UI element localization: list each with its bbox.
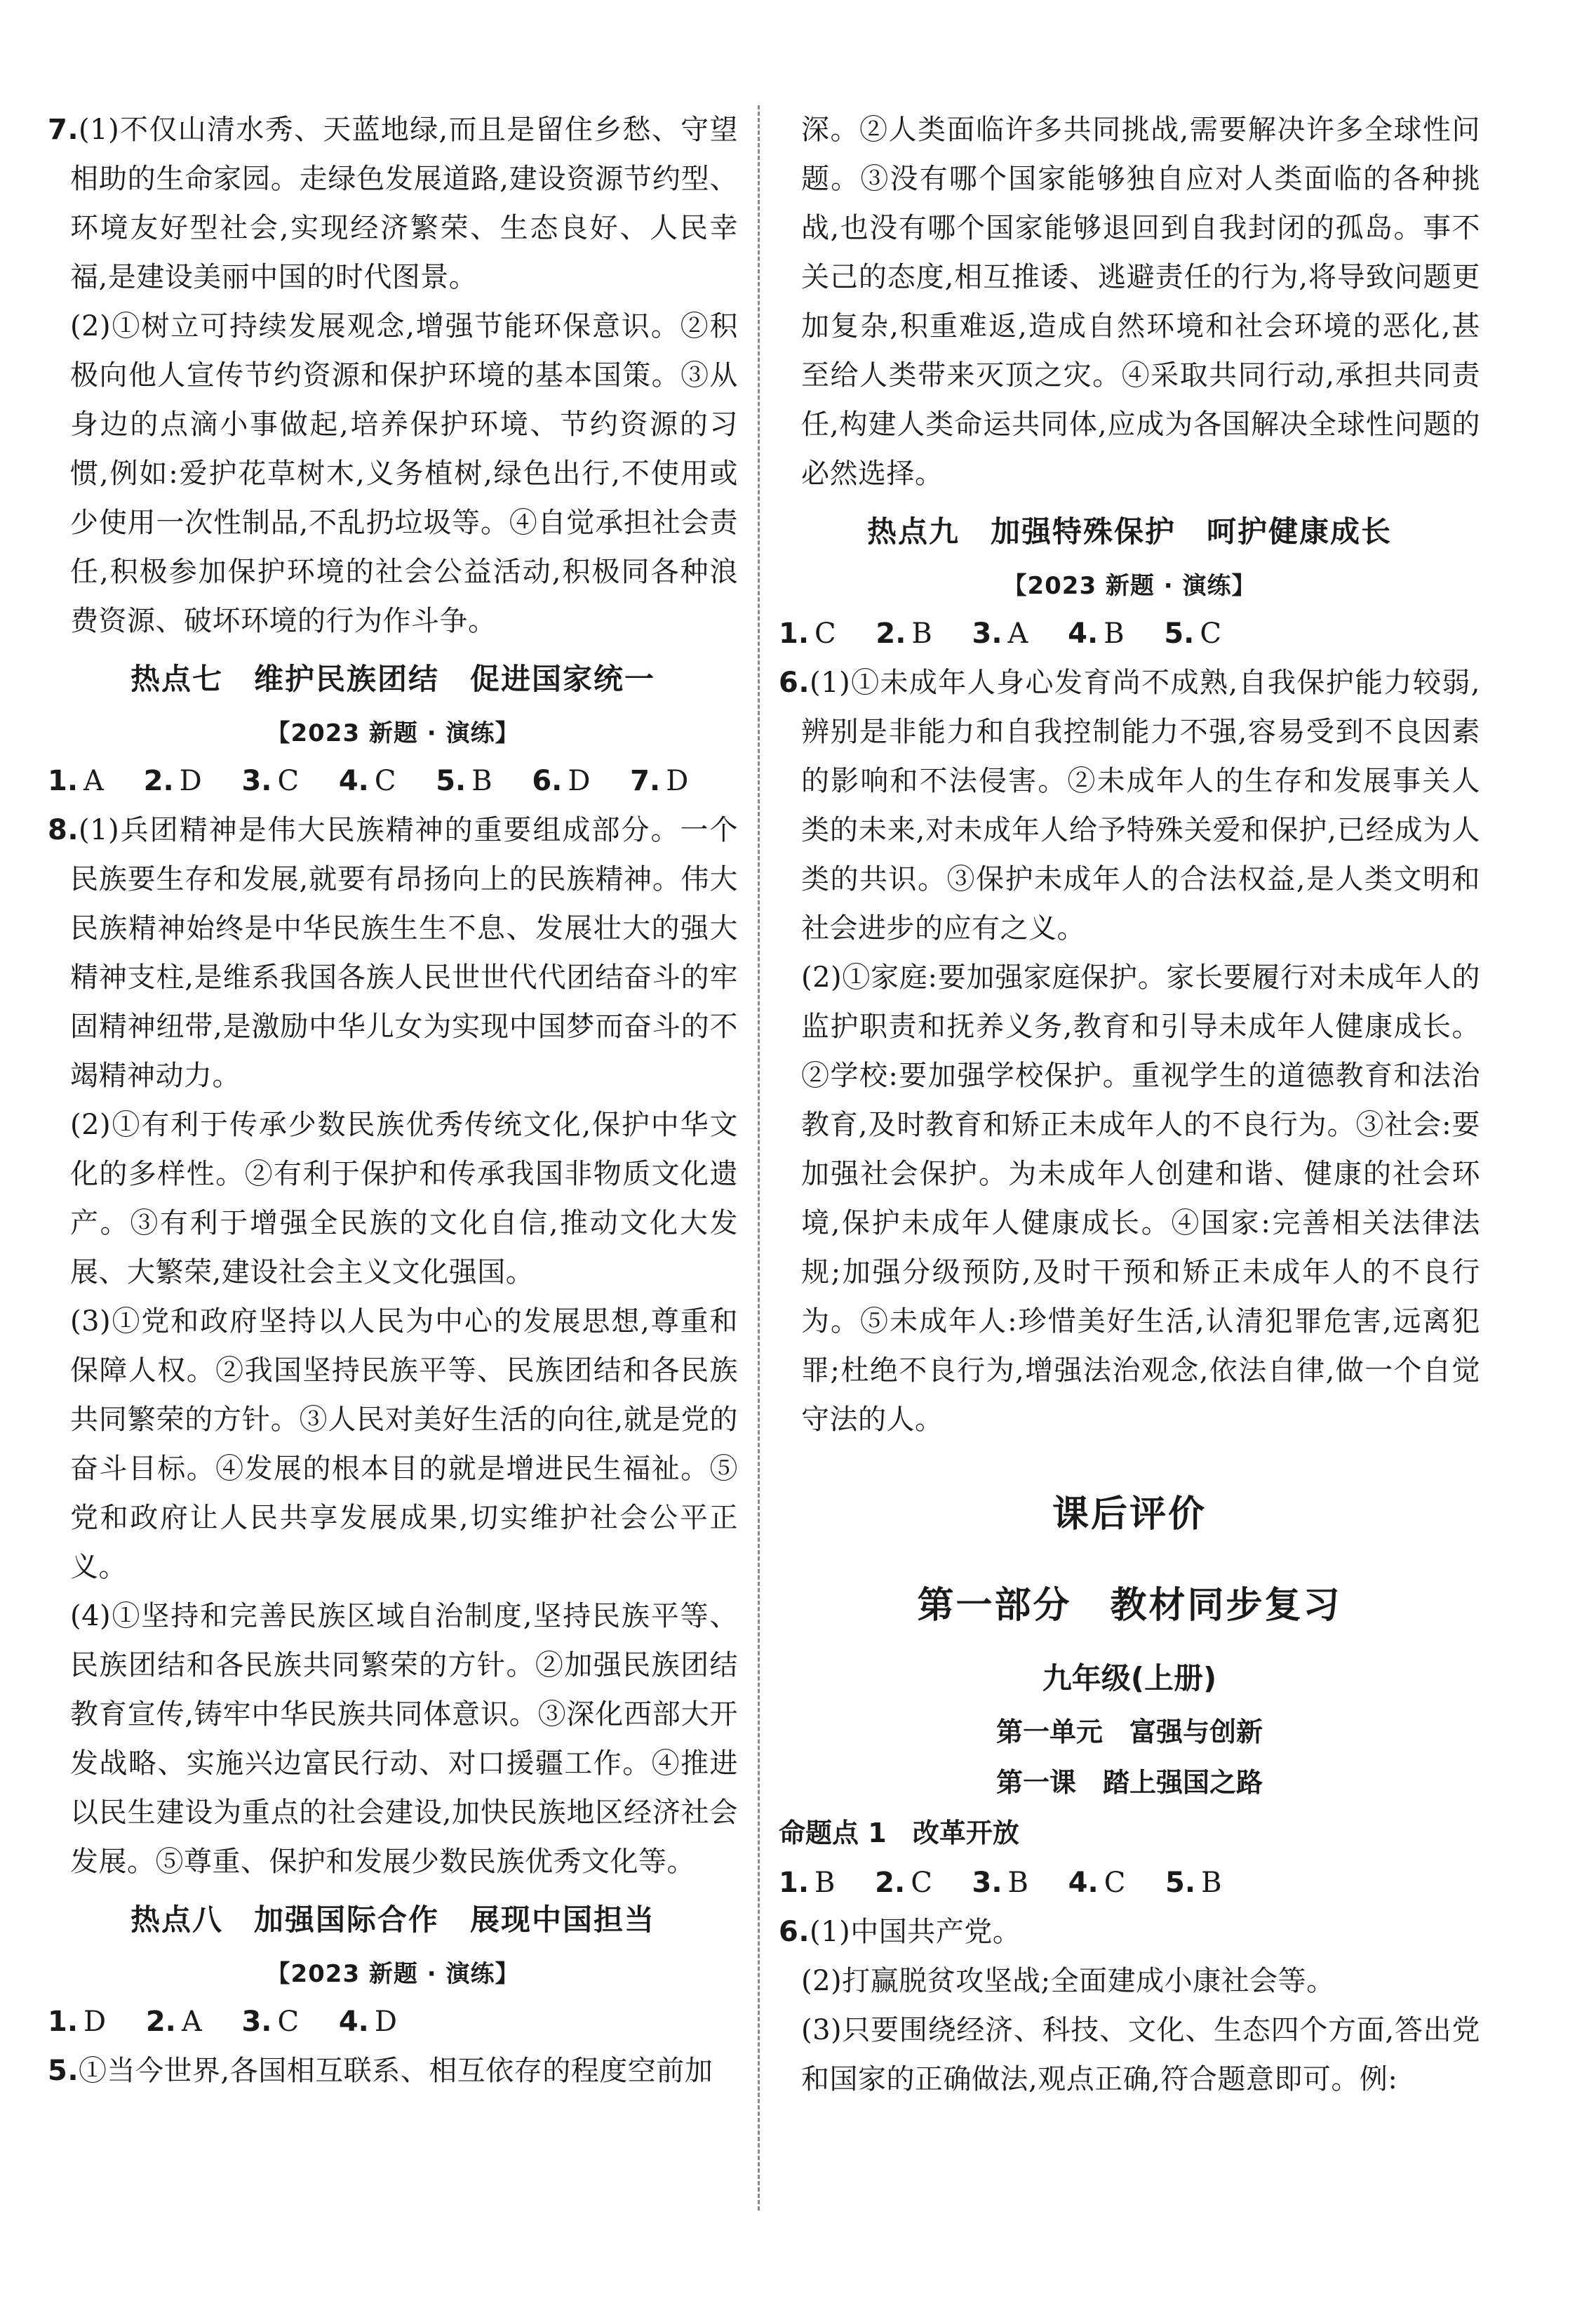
q6-number: 6.: [779, 667, 810, 699]
answer-item: 1. D: [48, 2006, 107, 2038]
left-column: [48, 105, 738, 2095]
q6-part2: (2)①家庭:要加强家庭保护。家长要履行对未成年人的监护职责和抚养义务,教育和引导未成年人健康成长。②学校:要加强学校保护。重视学生的道德教育和法治教育,及时教育和矫正未成年人的不良行为。③社会:要加强社会保护。为未成年人创建和谐、健康的社会环境,保护未成年人健康成长。④国家:完善相关法律法规;加强分级预防,及时干预和矫正未成年人的不良行为。⑤未成年人:珍惜美好生活,认清犯罪危害,远离犯罪;杜绝不良行为,增强法治观念,依法自律,做一个自觉守法的人。: [801, 961, 1480, 1436]
proposition-point: [779, 1808, 1480, 1858]
answer-item: 2. D: [143, 765, 202, 797]
answer-item: 3. A: [972, 618, 1028, 650]
hot7-subtitle: 【2023 新题 · 演练】: [266, 719, 520, 747]
q8-part3: (3)①党和政府坚持以人民为中心的发展思想,尊重和保障人权。②我国坚持民族平等、民族团结和各民族共同繁荣的方针。③人民对美好生活的向往,就是党的奋斗目标。④发展的根本目的就是增进民生福祉。⑤党和政府让人民共享发展成果,切实维护社会公平正义。: [70, 1305, 738, 1583]
answer-item: 7. D: [630, 765, 689, 797]
hot9-answers: [779, 609, 1480, 658]
q8-part4: (4)①坚持和完善民族区域自治制度,坚持民族平等、民族团结和各民族共同繁荣的方针。②加强民族团结教育宣传,铸牢中华民族共同体意识。③深化西部大开发战略、实施兴边富民行动、对口援疆工作。④推进以民生建设为重点的社会建设,加快民族地区经济社会发展。⑤尊重、保护和发展少数民族优秀文化等。: [70, 1600, 738, 1878]
hot9-title: 热点九 加强特殊保护 呵护健康成长: [866, 514, 1392, 549]
q5-number: 5.: [48, 2055, 79, 2087]
q6-part1: [779, 658, 1480, 953]
hot7-answers: [48, 756, 738, 806]
answer-item: 6. D: [532, 765, 591, 797]
right-column: [779, 105, 1480, 2104]
answer-item: 3. C: [241, 2006, 300, 2038]
answer-item: 1. B: [779, 1867, 836, 1899]
unit-title: 第一单元 富强与创新: [995, 1716, 1263, 1747]
q5-start-text: ①当今世界,各国相互联系、相互依存的程度空前加: [79, 2055, 713, 2087]
answer-item: 4. C: [1068, 1867, 1126, 1899]
answer-item: 3. B: [972, 1867, 1028, 1899]
q7-part1: [48, 105, 738, 302]
point-label: 命题点 1: [779, 1818, 887, 1848]
q6b-part1-text: (1)中国共产党。: [810, 1916, 1021, 1948]
q6-part1-text: (1)①未成年人身心发育尚不成熟,自我保护能力较弱,辨别是非能力和自我控制能力不强,容易受到不良因素的影响和不法侵害。②未成年人的生存和发展事关人类的未来,对未成年人给予特殊关爱和保护,已经成为人类的共识。③保护未成年人的合法权益,是人类文明和社会进步的应有之义。: [801, 667, 1480, 945]
q6b-part2: (2)打赢脱贫攻坚战;全面建成小康社会等。: [801, 1965, 1335, 1997]
q8-part1: [48, 806, 738, 1100]
column-divider: [758, 105, 760, 2211]
answer-item: 5. B: [436, 765, 492, 797]
q7-part2: (2)①树立可持续发展观念,增强节能环保意识。②积极向他人宣传节约资源和保护环境的基本国策。③从身边的点滴小事做起,培养保护环境、节约资源的习惯,例如:爱护花草树木,义务植树,绿色出行,不使用或少使用一次性制品,不乱扔垃圾等。④自觉承担社会责任,积极参加保护环境的社会公益活动,积极同各种浪费资源、破坏环境的行为作斗争。: [70, 310, 738, 637]
answer-item: 2. C: [875, 1867, 932, 1899]
hot8-subtitle: 【2023 新题 · 演练】: [266, 1960, 520, 1988]
answer-item: 4. B: [1068, 618, 1125, 650]
hot7-title: 热点七 维护民族团结 促进国家统一: [130, 662, 655, 696]
q6b-part1: [779, 1907, 1480, 1956]
q5-start: [48, 2046, 738, 2095]
answer-item: 5. C: [1164, 618, 1221, 650]
q7-number: 7.: [48, 114, 79, 146]
point-answers: [779, 1858, 1480, 1907]
answer-item: 5. B: [1165, 1867, 1222, 1899]
grade-title: 九年级(上册): [1042, 1661, 1217, 1695]
q8-part2: (2)①有利于传承少数民族优秀传统文化,保护中华文化的多样性。②有利于保护和传承我国非物质文化遗产。③有利于增强全民族的文化自信,推动文化大发展、大繁荣,建设社会主义文化强国。: [70, 1109, 738, 1288]
point-name: 改革开放: [912, 1818, 1019, 1848]
hot8-title: 热点八 加强国际合作 展现中国担当: [130, 1902, 655, 1937]
q8-number: 8.: [48, 814, 79, 846]
q7-part1-text: (1)不仅山清水秀、天蓝地绿,而且是留住乡愁、守望相助的生命家园。走绿色发展道路,建设资源节约型、环境友好型社会,实现经济繁荣、生态良好、人民幸福,是建设美丽中国的时代图景。: [70, 114, 738, 293]
part-title: 第一部分 教材同步复习: [917, 1585, 1342, 1627]
eval-title: 课后评价: [1052, 1493, 1207, 1535]
q6b-part3: (3)只要围绕经济、科技、文化、生态四个方面,答出党和国家的正确做法,观点正确,符合题意即可。例:: [801, 2014, 1480, 2095]
answer-item: 3. C: [241, 765, 300, 797]
answer-item: 2. B: [876, 618, 932, 650]
q5-continued: 深。②人类面临许多共同挑战,需要解决许多全球性问题。③没有哪个国家能够独自应对人类面临的各种挑战,也没有哪个国家能够退回到自我封闭的孤岛。事不关己的态度,相互推诿、逃避责任的行为,将导致问题更加复杂,积重难返,造成自然环境和社会环境的恶化,甚至给人类带来灭顶之灾。④采取共同行动,承担共同责任,构建人类命运共同体,应成为各国解决全球性问题的必然选择。: [801, 114, 1480, 490]
answer-item: 2. A: [145, 2006, 202, 2038]
answer-item: 4. C: [338, 765, 396, 797]
q6b-number: 6.: [779, 1916, 810, 1948]
hot9-subtitle: 【2023 新题 · 演练】: [1002, 572, 1256, 600]
lesson-title: 第一课 踏上强国之路: [995, 1767, 1263, 1798]
q8-part1-text: (1)兵团精神是伟大民族精神的重要组成部分。一个民族要生存和发展,就要有昂扬向上的民族精神。伟大民族精神始终是中华民族生生不息、发展壮大的强大精神支柱,是维系我国各族人民世世代代团结奋斗的牢固精神纽带,是激励中华儿女为实现中国梦而奋斗的不竭精神动力。: [70, 814, 738, 1092]
answer-item: 1. C: [779, 618, 836, 650]
answer-item: 4. D: [338, 2006, 397, 2038]
answer-item: 1. A: [48, 765, 104, 797]
hot8-answers: [48, 1997, 738, 2046]
